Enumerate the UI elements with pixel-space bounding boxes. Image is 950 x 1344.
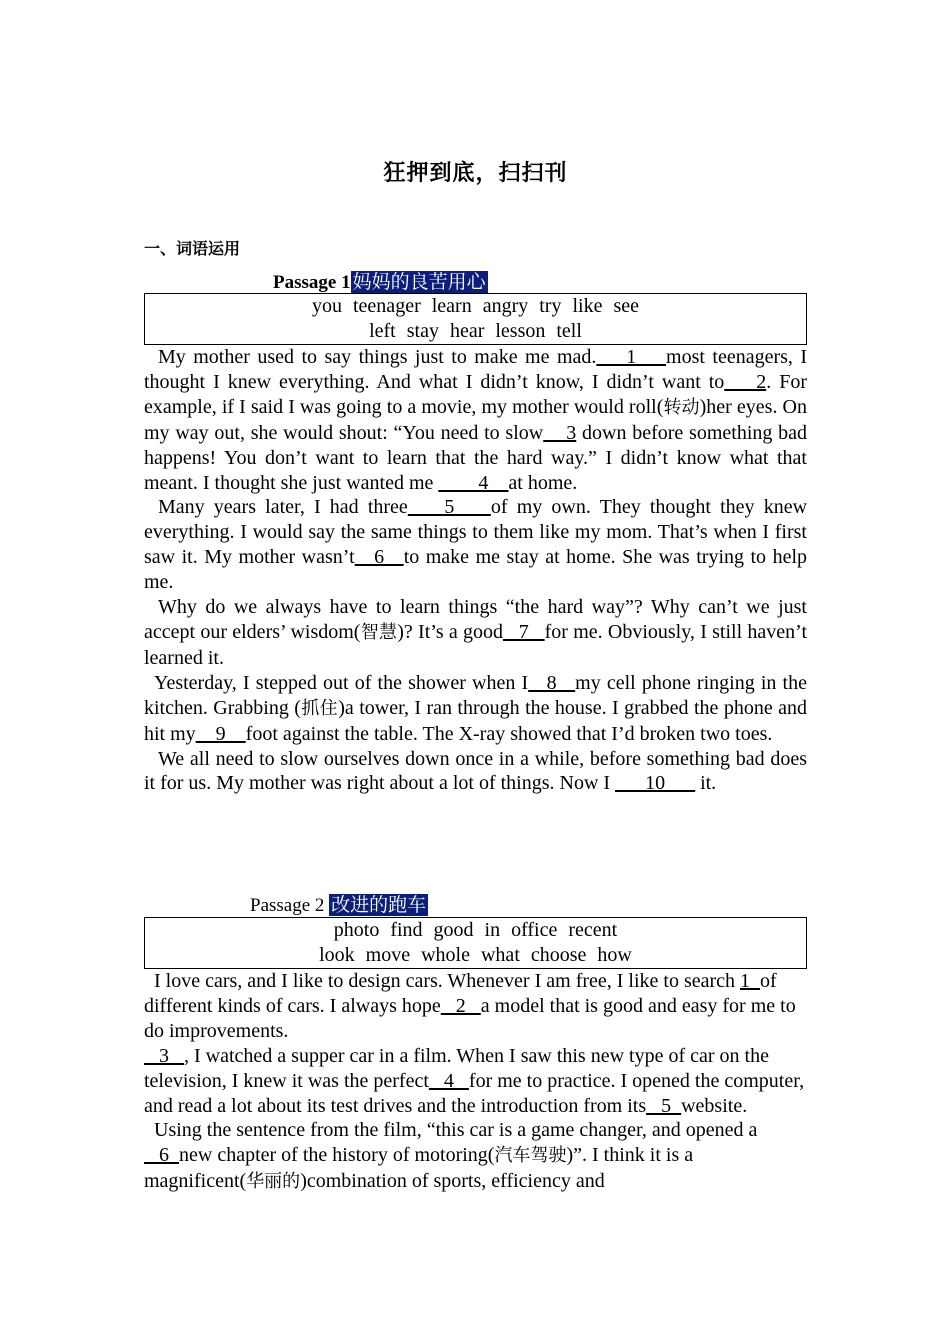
blank-2: 2 [440, 994, 481, 1017]
paragraph [144, 595, 807, 671]
section-heading: 一、词语运用 [144, 239, 241, 258]
blank-7: 7 [503, 620, 545, 643]
text-run: We all need to slow ourselves down once in a while, before something bad does it for us. My mother was right about a lot of things. Now I [144, 747, 807, 795]
text-run: foot against the table. The X-ray showed that I’d broken two toes. [245, 722, 773, 745]
word-box-row: look move whole what choose how [319, 943, 632, 966]
text-run: new chapter of the history of motoring( [179, 1144, 495, 1167]
text-run: I love cars, and I like to design cars. Whenever I am free, I like to search [154, 970, 736, 992]
passage-2-word-box [144, 917, 807, 969]
chinese-gloss: 智慧 [360, 621, 398, 643]
text-run: Many years later, I had three [158, 496, 408, 519]
word-box-row: photo find good in office recent [333, 919, 618, 941]
chinese-gloss: 汽车驾驶 [494, 1145, 567, 1167]
passage-1-text [144, 345, 807, 796]
text-run: a model that is good and easy for me to do improvements. [144, 994, 796, 1042]
text-run: . For example, if I said I was going to a movie, my mother would roll( [144, 370, 807, 418]
paragraph [144, 1044, 807, 1119]
text-run: to make me stay at home. She was trying to help me. [144, 546, 808, 594]
text-run: Why do we always have to learn things “the hard way”? Why can’t we just accept our elders’ wisdom( [144, 596, 807, 643]
chinese-gloss: 抓住 [300, 697, 339, 719]
passage-2-title [250, 893, 428, 918]
passage-1-label: Passage 1 [273, 272, 351, 293]
paragraph [144, 345, 807, 495]
passage-2-highlight: 改进的跑车 [331, 894, 427, 916]
text-run: of my own. They thought they knew everything. I would say the same things to them like my mom. That’s when I first saw it. My mother wasn’t [144, 496, 808, 569]
chinese-gloss: 华丽的 [246, 1171, 301, 1193]
paragraph [144, 969, 807, 1044]
word-box-row: left stay hear lesson tell [369, 319, 582, 342]
passage-1-word-box [144, 293, 807, 345]
blank-9: 9 [195, 722, 246, 745]
blank-10: ___10___ [615, 772, 696, 795]
text-run: at home. [508, 471, 578, 494]
text-run: for me. Obviously, I still haven’t learned it. [144, 620, 808, 669]
blank-1: 1 [596, 346, 667, 368]
text-run: )”. I think it is a magnificent( [144, 1144, 694, 1193]
blank-4: ____4__ [438, 471, 509, 494]
paragraph [144, 495, 807, 595]
passage-1-title [273, 270, 488, 295]
blank-3: 3 [543, 421, 577, 444]
blank-8: 8 [528, 671, 576, 694]
passage-2-text [144, 969, 807, 1195]
text-run: )her eyes. On my way out, she would shout: “You need to slow [144, 395, 807, 444]
text-run: my cell phone ringing in the kitchen. Grabbing ( [144, 671, 807, 719]
paragraph [144, 747, 807, 797]
blank-6: 6 [144, 1144, 179, 1167]
blank-5: 5 [407, 496, 491, 519]
blank-3: 3 [144, 1044, 184, 1067]
blank-1: 1 [740, 970, 761, 992]
blank-4: 4 [428, 1069, 469, 1092]
paragraph [144, 671, 807, 747]
text-run: for me to practice. I opened the computer, and read a lot about its test drives and the introduction from its [144, 1069, 805, 1117]
text-run: , I watched a supper car in a film. When I saw this new type of car on the television, I knew it was the perfect [144, 1044, 769, 1092]
document-title: 狂押到底，扫扫刊 [383, 161, 568, 186]
text-run: down before something bad happens! You don’t want to learn that the hard way.” I didn’t know what that meant. I thought she just wanted me [144, 421, 808, 494]
text-run: Yesterday, I stepped out of the shower when I [154, 671, 529, 694]
text-run: website. [681, 1094, 748, 1117]
blank-2: 2 [724, 370, 767, 393]
text-run: )? It’s a good [397, 620, 504, 643]
text-run: Using the sentence from the film, “this car is a game changer, and opened a [154, 1119, 758, 1142]
word-box-row: you teenager learn angry try like see [312, 295, 639, 317]
text-run: it. [695, 772, 717, 795]
blank-6: 6 [354, 546, 404, 569]
text-run: My mother used to say things just to make me mad. [158, 346, 597, 368]
passage-1-highlight: 妈妈的良苦用心 [352, 271, 486, 293]
blank-5: 5 [646, 1094, 682, 1117]
chinese-gloss: 转动 [663, 396, 700, 418]
paragraph [144, 1118, 807, 1195]
text-run: )combination of sports, efficiency and [300, 1170, 605, 1193]
text-run: of different kinds of cars. I always hope [144, 970, 777, 1017]
text-run: most teenagers, I thought I knew everything. And what I didn’t know, I didn’t want to [144, 346, 808, 393]
text-run: )a tower, I ran through the house. I grabbed the phone and hit my [144, 696, 808, 745]
passage-2-label: Passage 2 [250, 895, 325, 916]
